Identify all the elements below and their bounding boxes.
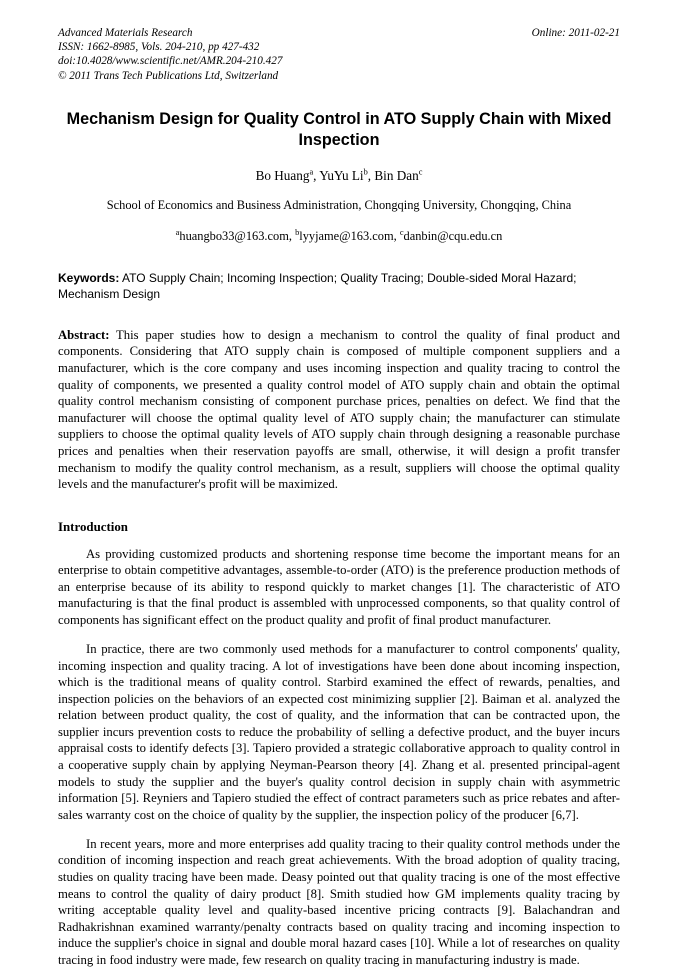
affiliation: School of Economics and Business Administration, Chongqing University, Chongqing, China [106,197,572,212]
section-heading-introduction: Introduction [58,519,128,534]
author-name: Bo Huang [255,167,310,183]
email-marker: b [295,227,300,237]
copyright-line: © 2011 Trans Tech Publications Ltd, Switzerland [58,69,279,82]
author-affiliation-marker: b [363,167,368,177]
body-paragraph: In practice, there are two commonly used methods for a manufacturer to control components' quality, incoming inspection and quality tracing. A lot of investigations have been done about incoming inspection, which is the traditional means of quality control. Starbird examined the effect of rewards, penalties, and inspection policies on the behaviors of an expected cost minimizing supplier [2]. Baiman et al. analyzed the relation between product quality, the cost of quality, and the information that can be contracted upon, the supplier incurs prevention costs to reduce the probability of selling a defective product, and the buyer incurs appraisal costs to identify defects [3]. Tapiero provided a strategic collaborative approach to quality control in a cooperative supply chain by applying Neyman-Pearson theory [4]. Zhang et al. presented principal-agent models to study the supplier and the buyer's quality control decision in supply chain with asymmetric information [5]. Reyniers and Tapiero studied the effect of contract parameters such as price rebates and after-sales warranty cost on the choice of quality by the supplier, the inspection policy of the producer [6,7]. [58,642,620,822]
abstract-text: This paper studies how to design a mechanism to control the quality of final product and components. Considering that ATO supply chain is composed of multiple component suppliers and a manufacturer, which is the core company and uses incoming inspection and quality tracing to control the quality of components, we presented a quality control model of ATO supply chain and obtain the optimal quality control mechanism consisting of component purchase prices, penalties on defect. We find that the manufacturer will choose the optimal quality level of ATO supply chain; the manufacturer can stimulate suppliers to choose the optimal quality levels of ATO supply chain through designing a reasonable purchase prices and penalties when their reservation payoffs are small, otherwise, it will design a profit transfer mechanism to modify the quality control mechanism, as a result, suppliers will choose the optimal quality levels and the manufacturer's profit will be maximized. [58,327,620,492]
header-right-block [532,26,620,40]
keywords-block [58,270,620,303]
author-list: Bo Huang$^a$, YuYu Li$^b$, Bin Dan$^c$ [255,167,423,183]
email-address: lyyjame@163.com, [299,228,397,243]
email-address: huangbo33@163.com, [179,228,292,243]
body-paragraph: In recent years, more and more enterprises add quality tracing to their quality control methods under the condition of incoming inspection and reach great achievements. With the broad adoption of quality tracing, studies on quality tracing have been made. Deasy pointed out that quality tracing is one of the most effective means to control the quality of dairy product [8]. Smith studied how GM implements quality tracing by writing acceptable quality level and quality-based incentive pricing contracts [9]. Balachandran and Radhakrishnan examined warranty/penalty contracts based on quality tracing and incoming inspection to induce the supplier's choice in signal and double moral hazard cases [10]. While a lot of researches on quality tracing in food industry were made, few research on quality tracing in manufacturing industry is made. [58,836,620,967]
email-list [58,228,620,244]
abstract-block [58,327,620,493]
journal-name: Advanced Materials Research [58,27,193,39]
author-affiliation-marker: a [309,167,314,177]
email-marker: a [175,227,180,237]
issn-volume-line: ISSN: 1662-8985, Vols. 204-210, pp 427-432 [58,41,260,54]
page-header [58,26,620,83]
author-affiliation-marker: c [418,167,423,177]
author-name: YuYu Li [319,167,364,183]
online-date: Online: 2011-02-21 [531,27,620,39]
email-address: danbin@cqu.edu.cn [403,228,503,243]
abstract-label: Abstract: [58,327,110,342]
header-left-block [58,26,282,83]
page-title: Mechanism Design for Quality Control in ATO Supply Chain with Mixed Inspection [66,109,612,149]
body-paragraph: As providing customized products and shortening response time become the important means for an enterprise to obtain competitive advantages, assemble-to-order (ATO) is the preference production methods of an enterprise because of its ability to respond quickly to market changes [1]. The characteristic of ATO manufacturing is that the final product is assembled with unprocessed components, so that quality control of components has significant effect on the product quality and profit of final product manufacturer. [58,546,620,627]
doi-line: doi:10.4028/www.scientific.net/AMR.204-210.427 [58,55,283,68]
keywords-text: ATO Supply Chain; Incoming Inspection; Quality Tracing; Double-sided Moral Hazard; Mechanism Design [58,270,577,302]
author-name: Bin Dan [374,167,419,183]
keywords-label: Keywords: [58,270,120,285]
email-marker: c [399,227,404,237]
